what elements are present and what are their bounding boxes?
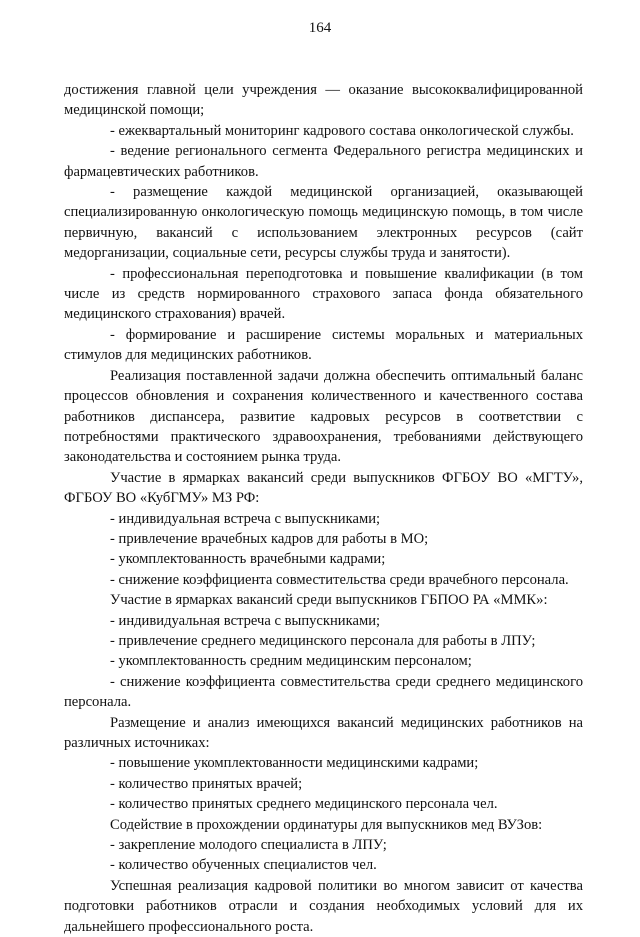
paragraph-goal-continuation: достижения главной цели учреждения — оказание высококвалифицированной медицинской помощи; [64,82,583,119]
paragraph-vacancy-posting: - размещение каждой медицинской организацией, оказывающей специализированную онкологическую помощь медицинскую помощь, в том числе первичную, вакансий с использованием электронных ресурсов (сайт медорганизации, социальные сети, ресурсы службы труда и занятости). [64,184,583,262]
list-item: - закрепление молодого специалиста в ЛПУ; [110,837,387,854]
paragraph-job-fair-mmk: Участие в ярмарках вакансий среди выпускников ГБПОО РА «ММК»: [110,592,548,609]
paragraph-retraining: - профессиональная переподготовка и повышение квалификации (в том числе из средств нормированного страхового запаса фонда обязательного медицинского страхования) врачей. [64,265,583,323]
document-body [64,80,583,937]
paragraph-incentives: - формирование и расширение системы моральных и материальных стимулов для медицинских работников. [64,326,583,364]
list-item: - индивидуальная встреча с выпускниками; [110,612,381,629]
list-item: - количество обученных специалистов чел. [110,857,377,874]
list-item: - количество принятых среднего медицинского персонала чел. [110,796,498,813]
paragraph-quarterly-monitoring: - ежеквартальный мониторинг кадрового состава онкологической службы. [110,122,574,139]
list-item: - привлечение врачебных кадров для работы в МО; [110,530,429,547]
paragraph-job-fair-mgtu: Участие в ярмарках вакансий среди выпускников ФГБОУ ВО «МГТУ», ФГБОУ ВО «КубГМУ» МЗ РФ: [64,469,583,507]
page-number: 164 [308,20,332,36]
paragraph-federal-register: - ведение регионального сегмента Федерального регистра медицинских и фармацевтических работников. [64,143,583,180]
paragraph-implementation: Реализация поставленной задачи должна обеспечить оптимальный баланс процессов обновления и сохранения количественного и качественного состава работников диспансера, развитие кадровых ресурсов в соответствии с потребностями практического здравоохранения, требованиями действующего законодательства и состоянием рынка труда. [64,367,583,466]
list-item: - количество принятых врачей; [110,775,303,792]
list-item: - повышение укомплектованности медицинскими кадрами; [110,755,479,772]
list-item: - укомплектованность средним медицинским персоналом; [110,653,472,670]
list-item: - снижение коэффициента совместительства среди врачебного персонала. [110,571,569,588]
paragraph-conclusion: Успешная реализация кадровой политики во многом зависит от качества подготовки работников отрасли и создания необходимых условий для их дальнейшего профессионального роста. [64,877,583,935]
paragraph-vacancy-analysis: Размещение и анализ имеющихся вакансий медицинских работников на различных источниках: [64,714,583,751]
list-item: - привлечение среднего медицинского персонала для работы в ЛПУ; [110,632,536,649]
list-item: - снижение коэффициента совместительства среди среднего медицинского персонала. [64,673,583,711]
paragraph-residency: Содействие в прохождении ординатуры для выпускников мед ВУЗов: [110,816,543,833]
list-item: - укомплектованность врачебными кадрами; [110,551,386,568]
list-item: - индивидуальная встреча с выпускниками; [110,510,381,527]
